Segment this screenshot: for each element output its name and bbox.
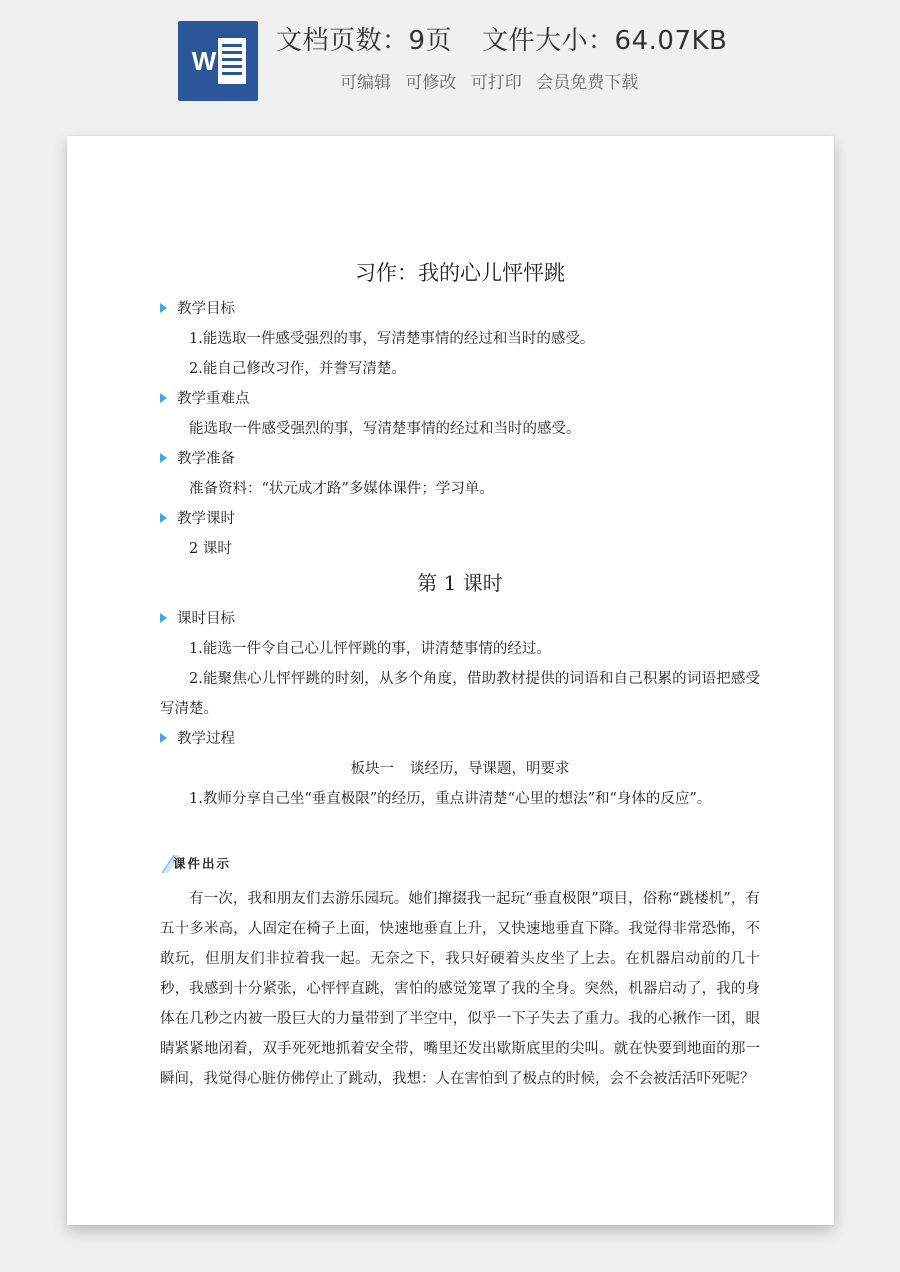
feature-printable: 可打印 — [470, 73, 522, 93]
story-paragraph: 有一次，我和朋友们去游乐园玩。她们撺掇我一起玩“垂直极限”项目，俗称“跳楼机”，有五十多米高，人固定在椅子上面，快速地垂直上升，又快速地垂直下降。我觉得非常恐怖，不敢玩，但朋友们非拉着我一起。无奈之下，我只好硬着头皮坐了上去。在机器启动前的几十秒，我感到十分紧张，心怦怦直跳，害怕的感觉笼罩了我的全身。突然，机器启动了，我的身体在几秒之内被一股巨大的力量带到了半空中，似乎一下子失去了重力。我的心揪作一团，眼睛紧紧地闭着，双手死死地抓着安全带，嘴里还发出歇斯底里的尖叫。就在快要到地面的那一瞬间，我觉得心脏仿佛停止了跳动，我想：人在害怕到了极点的时候，会不会被活活吓死呢？ — [160, 891, 760, 1087]
heading-text: 教学课时 — [177, 511, 235, 527]
key-points-text: 能选取一件感受强烈的事，写清楚事情的经过和当时的感受。 — [189, 421, 581, 437]
lesson-goal-1: 1.能选一件令自己心儿怦怦跳的事，讲清楚事情的经过。 — [189, 641, 551, 657]
heading-text: 课时目标 — [177, 611, 235, 627]
heading-teaching-goals — [160, 294, 235, 324]
triangle-bullet-icon — [160, 303, 167, 313]
triangle-bullet-icon — [160, 513, 167, 523]
courseware-label: 课件出示 — [173, 856, 232, 871]
lesson-1-title: 第 1 课时 — [417, 571, 503, 595]
document-page — [67, 136, 834, 1225]
goal-1: 1.能选取一件感受强烈的事，写清楚事情的经过和当时的感受。 — [189, 331, 595, 347]
heading-key-points — [160, 384, 250, 414]
courseware-marker — [160, 849, 280, 879]
heading-class-hours — [160, 504, 235, 534]
heading-text: 教学过程 — [177, 731, 235, 747]
heading-teaching-process — [160, 724, 235, 754]
block-text: 谈经历，导课题，明要求 — [410, 761, 570, 777]
heading-preparation — [160, 444, 235, 474]
triangle-bullet-icon — [160, 733, 167, 743]
class-hours-text: 2 课时 — [189, 541, 232, 557]
block-label: 板块一 — [350, 761, 394, 777]
block-1-title — [160, 754, 760, 784]
preparation-text: 准备资料：“状元成才路”多媒体课件；学习单。 — [189, 481, 494, 497]
step-1: 1.教师分享自己坐“垂直极限”的经历，重点讲清楚“心里的想法”和“身体的反应”。 — [189, 791, 712, 807]
triangle-bullet-icon — [160, 613, 167, 623]
heading-text: 教学目标 — [177, 301, 235, 317]
goal-2: 2.能自己修改习作，并誊写清楚。 — [189, 361, 406, 377]
heading-text: 教学重难点 — [177, 391, 250, 407]
feature-editable: 可编辑 — [340, 73, 391, 93]
download-banner — [0, 0, 900, 120]
file-size: 文件大小：64.07KB — [482, 26, 728, 56]
heading-lesson-goals — [160, 604, 235, 634]
feature-member-download: 会员免费下载 — [536, 73, 639, 93]
triangle-bullet-icon — [160, 393, 167, 403]
word-logo-letter: W — [191, 46, 217, 76]
lesson-goal-2: 2.能聚焦心儿怦怦跳的时刻，从多个角度，借助教材提供的词语和自己积累的词语把感受写清楚。 — [160, 671, 760, 717]
feature-modifiable: 可修改 — [405, 73, 457, 93]
page-count: 文档页数：9页 — [276, 26, 453, 56]
triangle-bullet-icon — [160, 453, 167, 463]
word-document-icon — [178, 21, 258, 101]
document-title: 习作：我的心儿怦怦跳 — [355, 261, 565, 285]
banner-title — [276, 20, 727, 57]
heading-text: 教学准备 — [177, 451, 235, 467]
banner-features — [340, 68, 647, 93]
